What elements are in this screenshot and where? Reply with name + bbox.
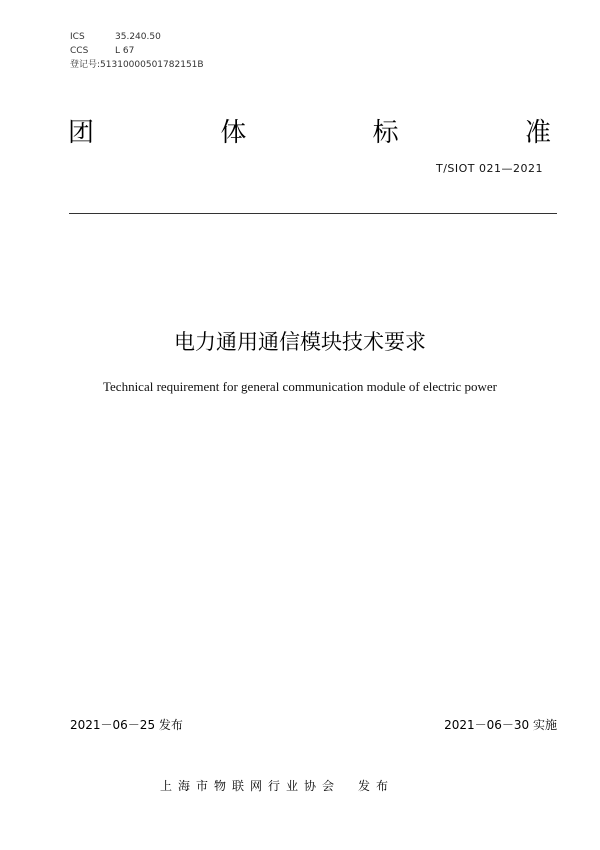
standard-code: T/SIOT 021—2021 — [435, 162, 543, 175]
heading-char-4: 准 — [524, 118, 551, 148]
publish-date: 2021－06－25 发布 — [70, 718, 183, 732]
ics-row — [70, 30, 204, 44]
heading-char-3: 标 — [372, 118, 399, 148]
header-divider — [69, 213, 557, 214]
heading-char-1: 团 — [68, 118, 95, 148]
implement-date: 2021－06－30 实施 — [444, 718, 557, 732]
ccs-label: CCS — [70, 46, 89, 56]
standard-type-heading — [68, 112, 551, 149]
ics-value: 35.240.50 — [115, 32, 161, 42]
metadata-block — [70, 30, 204, 72]
ics-label: ICS — [70, 32, 85, 42]
ccs-value: L 67 — [115, 46, 135, 56]
registration-row — [70, 58, 204, 72]
publisher: 上海市物联网行业协会 发布 — [160, 779, 395, 793]
heading-char-2: 体 — [220, 118, 247, 148]
registration-label: 登记号: — [70, 60, 101, 70]
document-title-chinese: 电力通用通信模块技术要求 — [174, 330, 426, 354]
ccs-row — [70, 44, 204, 58]
document-title-english: Technical requirement for general communication module of electric power — [103, 379, 497, 394]
registration-value: 51310000501782151B — [100, 60, 204, 70]
